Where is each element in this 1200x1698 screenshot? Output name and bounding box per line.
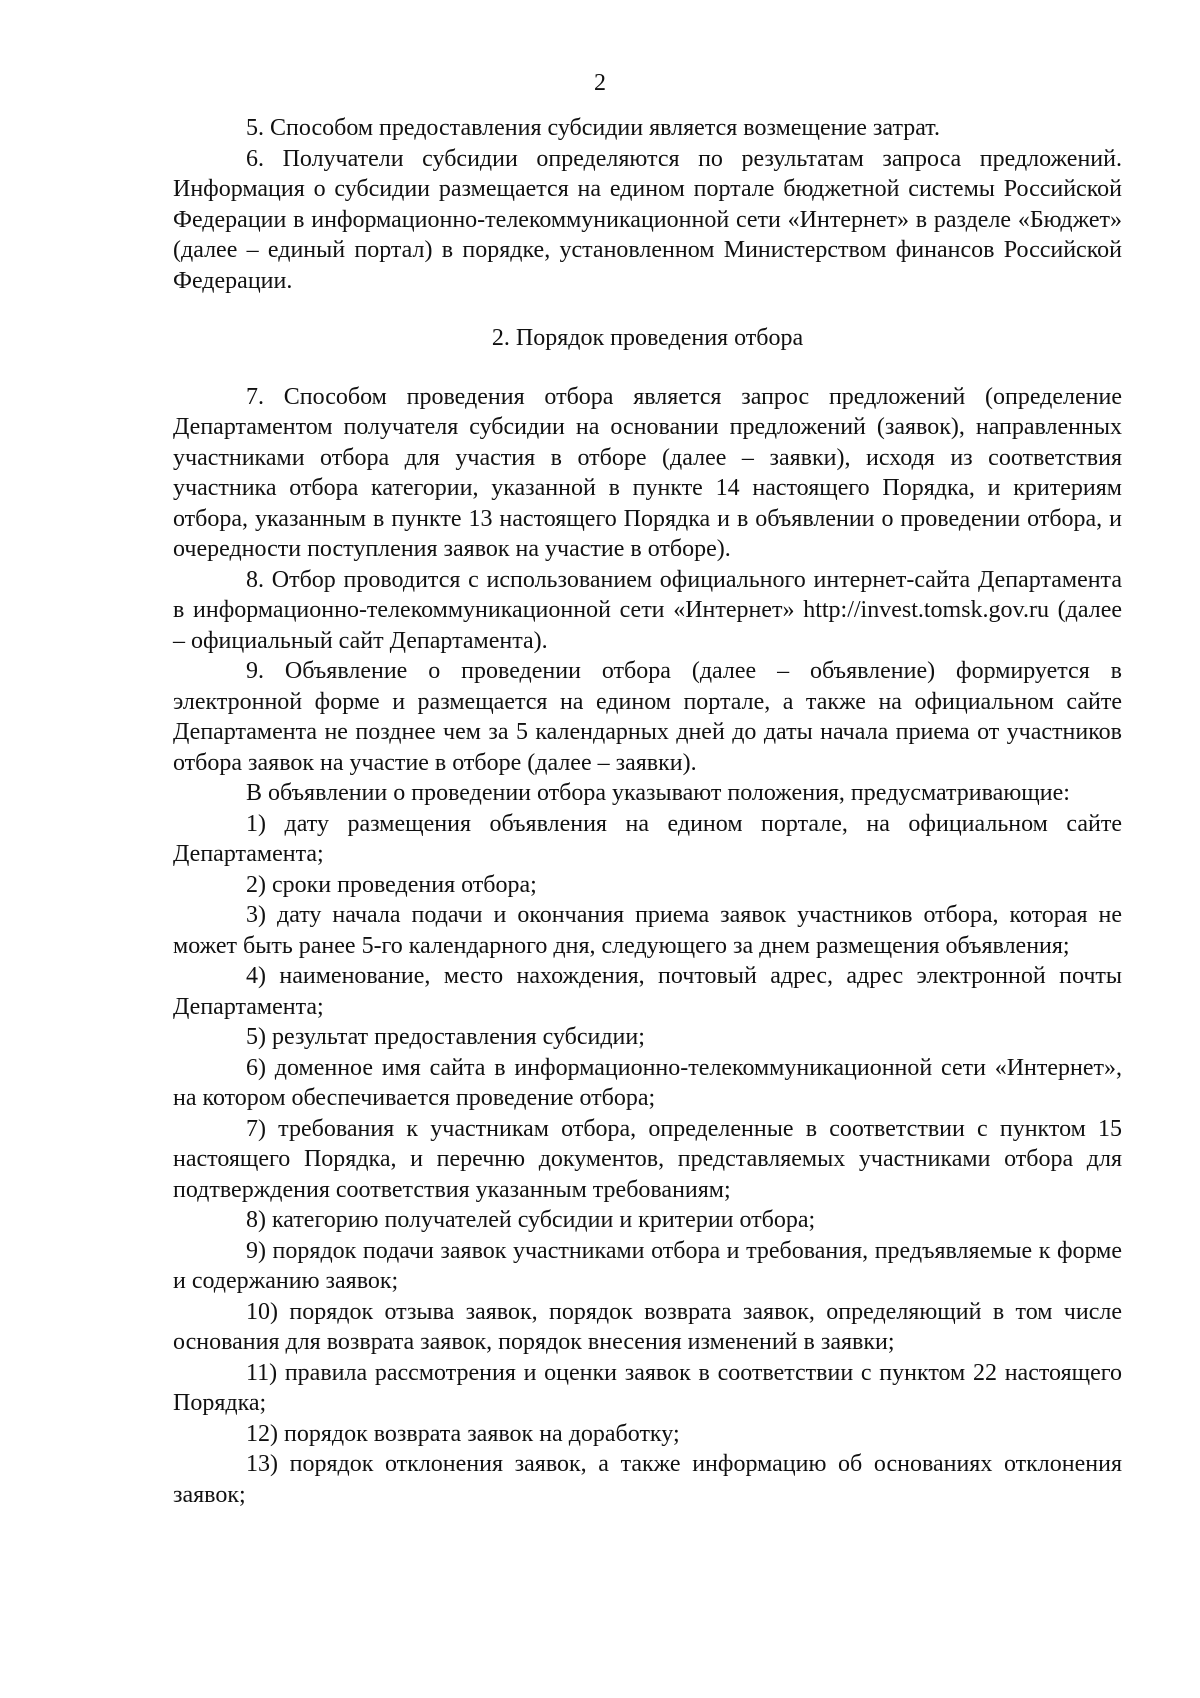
list-item-8: 8) категорию получателей субсидии и критерии отбора; (246, 1207, 816, 1233)
paragraph-item-6: 6. Получатели субсидии определяются по результатам запроса предложений. Информация о субсидии размещается на едином портале бюджетной системы Российской Федерации в информационно-телекоммуникационной сети «Интернет» в разделе «Бюджет» (далее – единый портал) в порядке, установленном Министерством финансов Российской Федерации. (173, 145, 1122, 294)
paragraph-item-5: 5. Способом предоставления субсидии является возмещение затрат. (246, 115, 940, 141)
list-item-9: 9) порядок подачи заявок участниками отбора и требования, предъявляемые к форме и содержанию заявок; (173, 1237, 1122, 1294)
list-item-2: 2) сроки проведения отбора; (246, 871, 537, 898)
document-body (173, 113, 1122, 1510)
paragraph-item-7: 7. Способом проведения отбора является запрос предложений (определение Департаментом получателя субсидии на основании предложений (заявок), направленных участниками отбора для участия в отборе (далее – заявки), исходя из соответствия участника отбора категории, указанной в пункте 14 настоящего Порядка, и критериям отбора, указанным в пункте 13 настоящего Порядка и в объявлении о проведении отбора, и очередности поступления заявок на участие в отборе). (173, 383, 1122, 562)
list-item-13: 13) порядок отклонения заявок, а также информацию об основаниях отклонения заявок; (173, 1451, 1122, 1508)
paragraph-item-8: 8. Отбор проводится с использованием официального интернет-сайта Департамента в информационно-телекоммуникационной сети «Интернет» http://invest.tomsk.gov.ru (далее – официальный сайт Департамента). (173, 566, 1122, 654)
list-item-7: 7) требования к участникам отбора, определенные в соответствии с пунктом 15 настоящего Порядка, и перечню документов, представляемых участниками отбора для подтверждения соответствия указанным требованиям; (173, 1115, 1122, 1203)
list-item-5: 5) результат предоставления субсидии; (246, 1024, 645, 1050)
section-heading: 2. Порядок проведения отбора (491, 325, 804, 351)
list-item-3: 3) дату начала подачи и окончания приема заявок участников отбора, которая не может быть ранее 5-го календарного дня, следующего за днем размещения объявления; (173, 902, 1122, 959)
list-item-4: 4) наименование, место нахождения, почтовый адрес, адрес электронной почты Департамента; (173, 963, 1122, 1020)
list-item-6: 6) доменное имя сайта в информационно-телекоммуникационной сети «Интернет», на котором обеспечивается проведение отбора; (173, 1054, 1122, 1111)
list-item-1: 1) дату размещения объявления на едином портале, на официальном сайте Департамента; (173, 810, 1122, 867)
list-item-11: 11) правила рассмотрения и оценки заявок в соответствии с пунктом 22 настоящего Порядка; (173, 1359, 1122, 1416)
list-item-12: 12) порядок возврата заявок на доработку; (246, 1420, 680, 1447)
list-item-10: 10) порядок отзыва заявок, порядок возврата заявок, определяющий в том числе основания для возврата заявок, порядок внесения изменений в заявки; (173, 1298, 1122, 1355)
paragraph-item-9: 9. Объявление о проведении отбора (далее – объявление) формируется в электронной форме и размещается на едином портале, а также на официальном сайте Департамента не позднее чем за 5 календарных дней до даты начала приема от участников отбора заявок на участие в отборе (далее – заявки). (173, 658, 1122, 776)
page-number: 2 (594, 70, 606, 96)
announcement-intro: В объявлении о проведении отбора указывают положения, предусматривающие: (246, 780, 1070, 806)
